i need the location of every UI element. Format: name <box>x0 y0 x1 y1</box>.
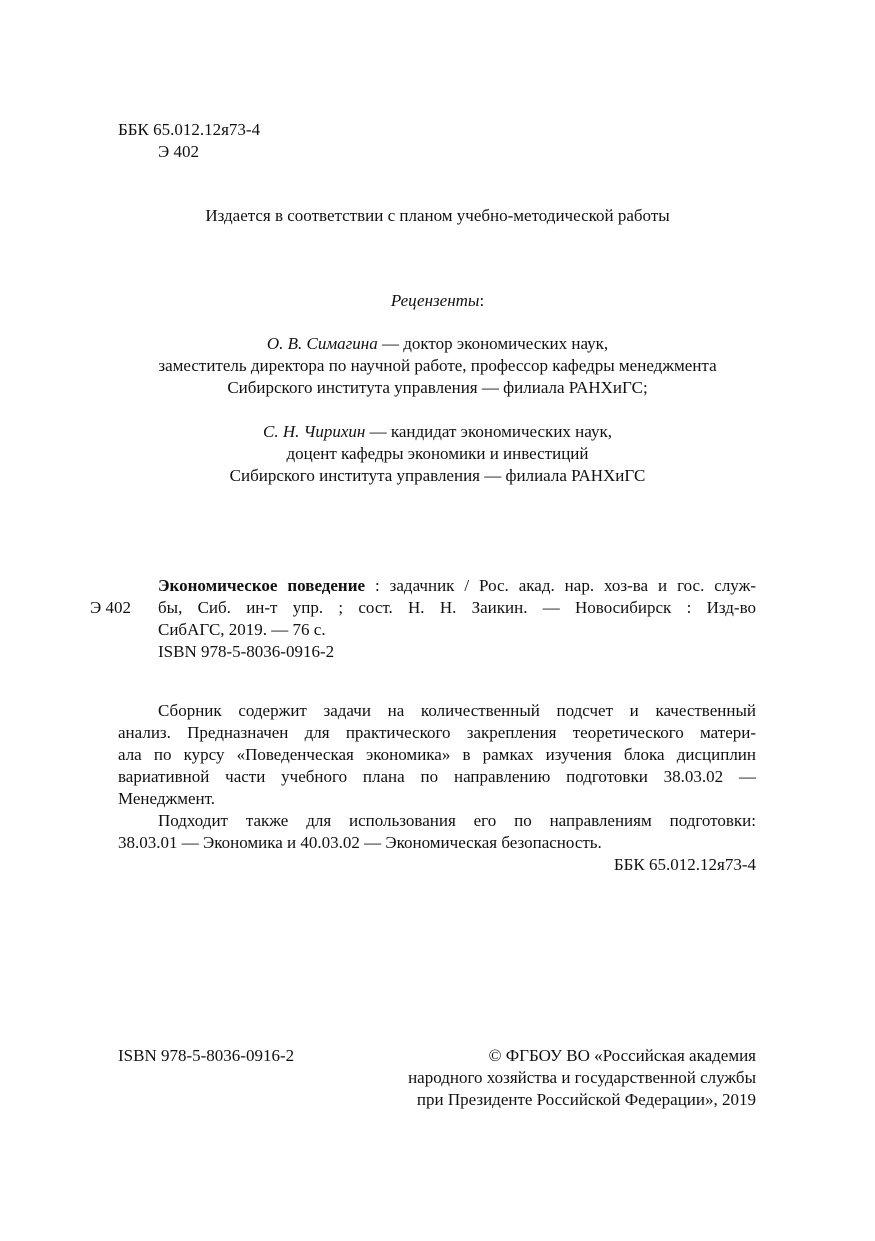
reviewer-name: О. В. Симагина <box>266 334 378 353</box>
bibliographic-line: СибАГС, 2019. — 76 с. <box>158 620 326 639</box>
bibliographic-isbn: ISBN 978-5-8036-0916-2 <box>158 642 335 661</box>
copyright-notice <box>336 1045 756 1111</box>
copyright-line: при Президенте Российской Федерации», 2019 <box>416 1090 756 1109</box>
reviewers-heading-label: Рецензенты <box>390 291 480 310</box>
abstract <box>118 700 756 854</box>
abstract-line: Сборник содержит задачи на количественный подсчет и качественный <box>158 701 756 720</box>
reviewer-institution: Сибирского института управления — филиала РАНХиГС; <box>227 378 648 397</box>
abstract-bbk-code: ББК 65.012.12я73-4 <box>613 855 756 874</box>
publication-note: Издается в соответствии с планом учебно-методической работы <box>205 206 670 225</box>
bibliographic-line <box>158 575 756 597</box>
reviewer-name-line <box>0 421 875 443</box>
reviewers-heading-colon: : <box>479 291 485 310</box>
reviewer-position: доцент кафедры экономики и инвестиций <box>286 444 589 463</box>
bibliographic-sign: Э 402 <box>90 598 131 617</box>
reviewer-name: С. Н. Чирихин <box>263 422 366 441</box>
book-title: Экономическое поведение <box>158 576 366 595</box>
footer-isbn: ISBN 978-5-8036-0916-2 <box>118 1046 295 1065</box>
bbk-code: ББК 65.012.12я73-4 <box>118 120 261 139</box>
reviewer-degree: — доктор экономических наук, <box>377 334 609 353</box>
bibliographic-entry <box>158 575 756 663</box>
bibliographic-line: бы, Сиб. ин-т упр. ; сост. Н. Н. Заикин. — Новосибирск : Изд-во <box>158 598 756 617</box>
abstract-line: Менеджмент. <box>118 789 216 808</box>
abstract-line: анализ. Предназначен для практического закрепления теоретического матери- <box>118 723 756 742</box>
reviewer-position: заместитель директора по научной работе, профессор кафедры менеджмента <box>158 356 717 375</box>
abstract-line: ала по курсу «Поведенческая экономика» в рамках изучения блока дисциплин <box>118 745 756 764</box>
reviewer-block <box>0 333 875 399</box>
reviewer-degree: — кандидат экономических наук, <box>365 422 612 441</box>
copyright-line: © ФГБОУ ВО «Российская академия <box>488 1046 756 1065</box>
reviewer-block <box>0 421 875 487</box>
abstract-line: 38.03.01 — Экономика и 40.03.02 — Экономическая безопасность. <box>118 833 602 852</box>
abstract-line: вариативной части учебного плана по направлению подготовки 38.03.02 — <box>118 767 756 786</box>
bibliographic-line-rest: : задачник / Рос. акад. нар. хоз-ва и гос. служ- <box>365 576 756 595</box>
reviewer-name-line <box>0 333 875 355</box>
reviewers-heading <box>0 290 875 312</box>
reviewer-institution: Сибирского института управления — филиала РАНХиГС <box>229 466 646 485</box>
author-sign: Э 402 <box>158 142 199 161</box>
copyright-line: народного хозяйства и государственной службы <box>408 1068 756 1087</box>
abstract-line: Подходит также для использования его по направлениям подготовки: <box>158 811 756 830</box>
